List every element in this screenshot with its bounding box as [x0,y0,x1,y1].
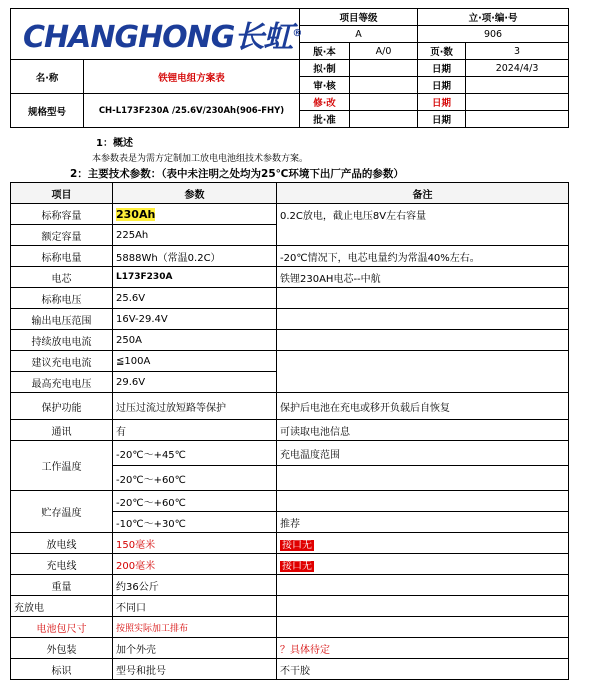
header-remark: 备注 [277,183,569,204]
document-header [10,8,569,128]
review-label: 审·核 [300,77,350,94]
table-row: 标称电压 25.6V [11,288,569,309]
charge-interface-badge: 接口无 [282,560,312,572]
date-value: 2024/4/3 [466,60,569,77]
table-row: 标识 型号和批号 不干胶 [11,659,569,680]
spec-table [10,182,569,680]
approve-label: 批·准 [300,111,350,128]
table-row: 输出电压范围 16V-29.4V [11,309,569,330]
approve-value [350,111,418,128]
date-label-3: 日期 [418,94,466,111]
date-label-1: 日期 [418,60,466,77]
section2-title: 2：主要技术参数：（表中未注明之处均为25℃环境下出厂产品的参数） [70,168,404,180]
project-level-value: A [300,26,418,43]
table-row: 充电线 200毫米 接口无 [11,554,569,575]
modify-value [350,94,418,111]
name-value: 铁锂电组方案表 [84,60,300,94]
energy-remark: -20℃情况下，电芯电量约为常温40%左右。 [277,246,569,267]
table-row: 标称电量 5888Wh（常温0.2C） -20℃情况下，电芯电量约为常温40%左右。 [11,246,569,267]
table-row: 建议充电电流 ≦100A [11,351,569,372]
capacity-remark: 0.2C放电，截止电压8V左右容量 [277,204,569,246]
project-level-label: 项目等级 [300,9,418,26]
pages-value: 3 [466,43,569,60]
date-value-4 [466,111,569,128]
project-no-value: 906 [418,26,569,43]
modify-label: 修·改 [300,94,350,111]
date-value-3 [466,94,569,111]
section1-body: 本参数表是为需方定制加工放电电池组技术参数方案。 [92,154,309,164]
table-row: 重量 约36公斤 [11,575,569,596]
header-param: 参数 [113,183,277,204]
table-row: 工作温度 -20℃～+45℃ 充电温度范围 [11,441,569,466]
table-row: 通讯 有 可读取电池信息 [11,420,569,441]
name-label: 名·称 [11,60,84,94]
table-row: 电芯 L173F230A 铁锂230AH电芯--中航 [11,267,569,288]
table-row: -20℃～+60℃ [11,466,569,491]
pages-label: 页·数 [418,43,466,60]
table-row: 保护功能 过压过流过放短路等保护 保护后电池在充电或移开负载后自恢复 [11,393,569,420]
table-row: 放电线 150毫米 接口无 [11,533,569,554]
table-row: 持续放电电流 250A [11,330,569,351]
table-row: 充放电 不同口 [11,596,569,617]
model-value: CH-L173F230A /25.6V/230Ah(906-FHY) [84,94,300,128]
discharge-interface-badge: 接口无 [282,539,312,551]
logo-cell [11,9,300,60]
capacity-value: 230Ah [116,207,156,221]
header-item: 项目 [11,183,113,204]
date-label-2: 日期 [418,77,466,94]
table-row: 标称容量 230Ah 0.2C放电，截止电压8V左右容量 [11,204,569,225]
table-row: 电池包尺寸 按照实际加工排布 [11,617,569,638]
table-row: 贮存温度 -20℃～+60℃ [11,491,569,512]
date-value-2 [466,77,569,94]
date-label-4: 日期 [418,111,466,128]
project-no-label: 立·项·编·号 [418,9,569,26]
version-label: 版·本 [300,43,350,60]
version-value: A/0 [350,43,418,60]
changhong-logo: CHANGHONG长虹® [23,20,302,55]
table-row: -10℃～+30℃ 推荐 [11,512,569,533]
section1-title: 1：概述 [96,138,133,149]
review-value [350,77,418,94]
draft-value [350,60,418,77]
draft-label: 拟·制 [300,60,350,77]
model-label: 规格型号 [11,94,84,128]
table-row: 外包装 加个外壳 ？具体待定 [11,638,569,659]
table-row: 最高充电电压 29.6V [11,372,569,393]
table-row: 额定容量 225Ah [11,225,569,246]
